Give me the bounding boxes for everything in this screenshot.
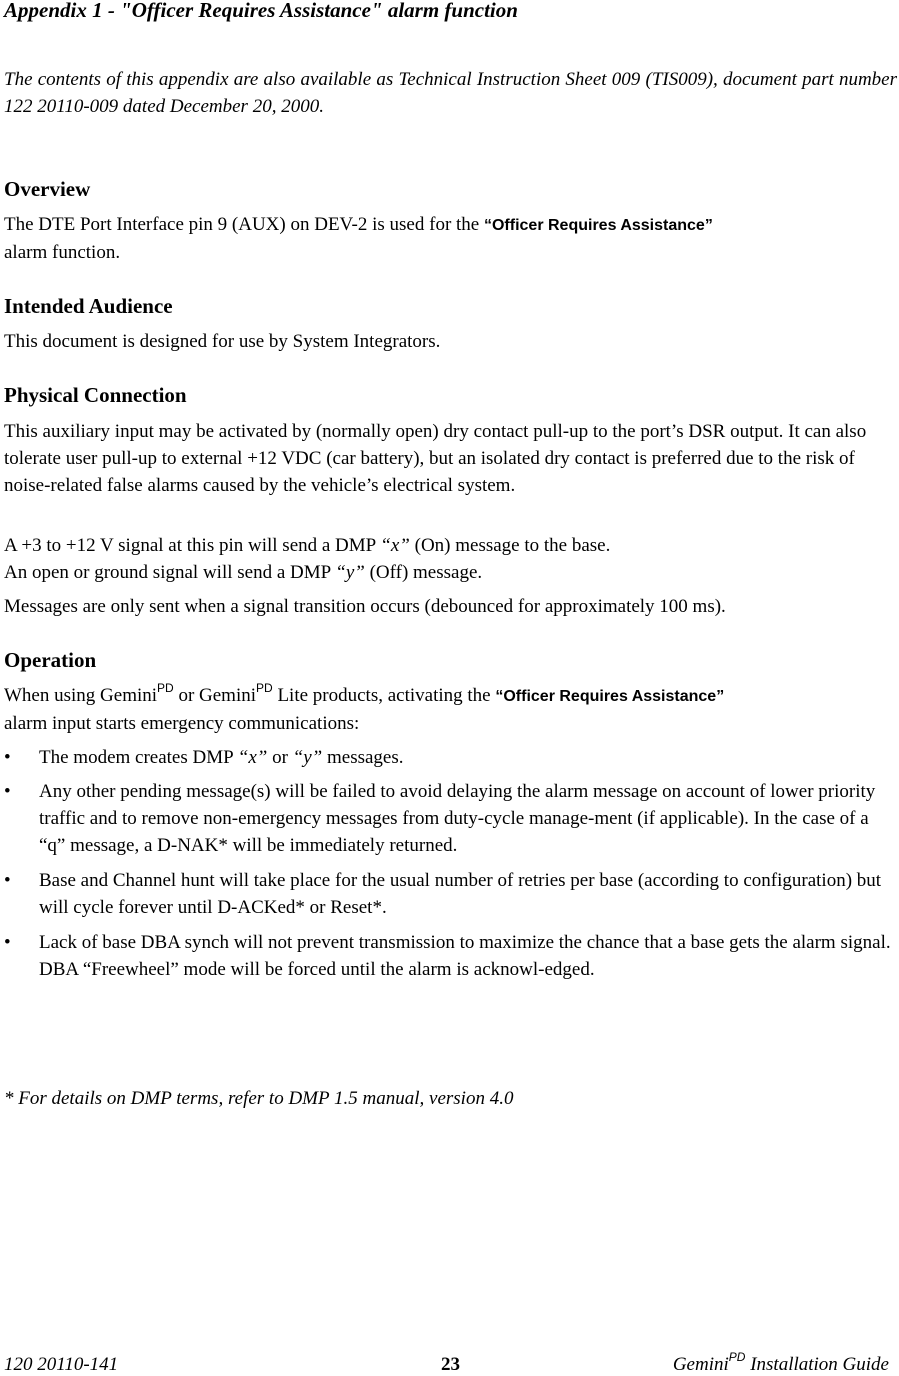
physical-heading: Physical Connection <box>4 383 187 407</box>
footer-doc-number: 120 20110-141 <box>4 1354 119 1375</box>
audience-paragraph: This document is designed for use by System Integrators. <box>4 331 441 352</box>
overview-paragraph: The DTE Port Interface pin 9 (AUX) on DEV-2 is used for the “Officer Requires Assistance” alarm function. <box>4 214 713 263</box>
operation-intro: When using Gemini$^{PD}$ or Gemini$^{PD}$ Lite products, activating the “Officer Requires Assistance” alarm input starts emergency communications: <box>4 680 725 734</box>
footnote: * For details on DMP terms, refer to DMP 1.5 manual, version 4.0 <box>4 1088 514 1109</box>
audience-heading: Intended Audience <box>4 294 173 318</box>
physical-paragraph-3: Messages are only sent when a signal transition occurs (debounced for approximately 100 ms). <box>4 596 726 617</box>
bullet-icon: • <box>4 781 11 802</box>
physical-paragraph-1: This auxiliary input may be activated by (normally open) dry contact pull-up to the port’s DSR output. It can also tolerate user pull-up to external +12 VDC (car battery), but an isolated dry contact is preferred due to the risk of noise-related false alarms caused by the vehicle’s electrical system. <box>4 421 867 496</box>
bullet-icon: • <box>4 747 11 768</box>
physical-paragraph-2: A +3 to +12 V signal at this pin will send a DMP “x” (On) message to the base. An open or ground signal will send a DMP “y” (Off) message. <box>4 535 611 583</box>
operation-emphasis: “Officer Requires Assistance” <box>495 688 725 705</box>
bullet-icon: • <box>4 870 11 891</box>
footer-page-number: 23 <box>441 1354 460 1375</box>
operation-heading: Operation <box>4 648 97 672</box>
overview-heading: Overview <box>4 177 91 201</box>
bullet-icon: • <box>4 932 11 953</box>
appendix-title: Appendix 1 - "Officer Requires Assistance" alarm function <box>4 0 518 22</box>
overview-emphasis: “Officer Requires Assistance” <box>483 217 713 234</box>
footer-guide-title: Gemini$^{PD}$ Installation Guide <box>672 1349 889 1375</box>
intro-paragraph: The contents of this appendix are also available as Technical Instruction Sheet 009 (TIS009), document part number 122 20110-009 dated December 20, 2000. <box>4 69 897 117</box>
